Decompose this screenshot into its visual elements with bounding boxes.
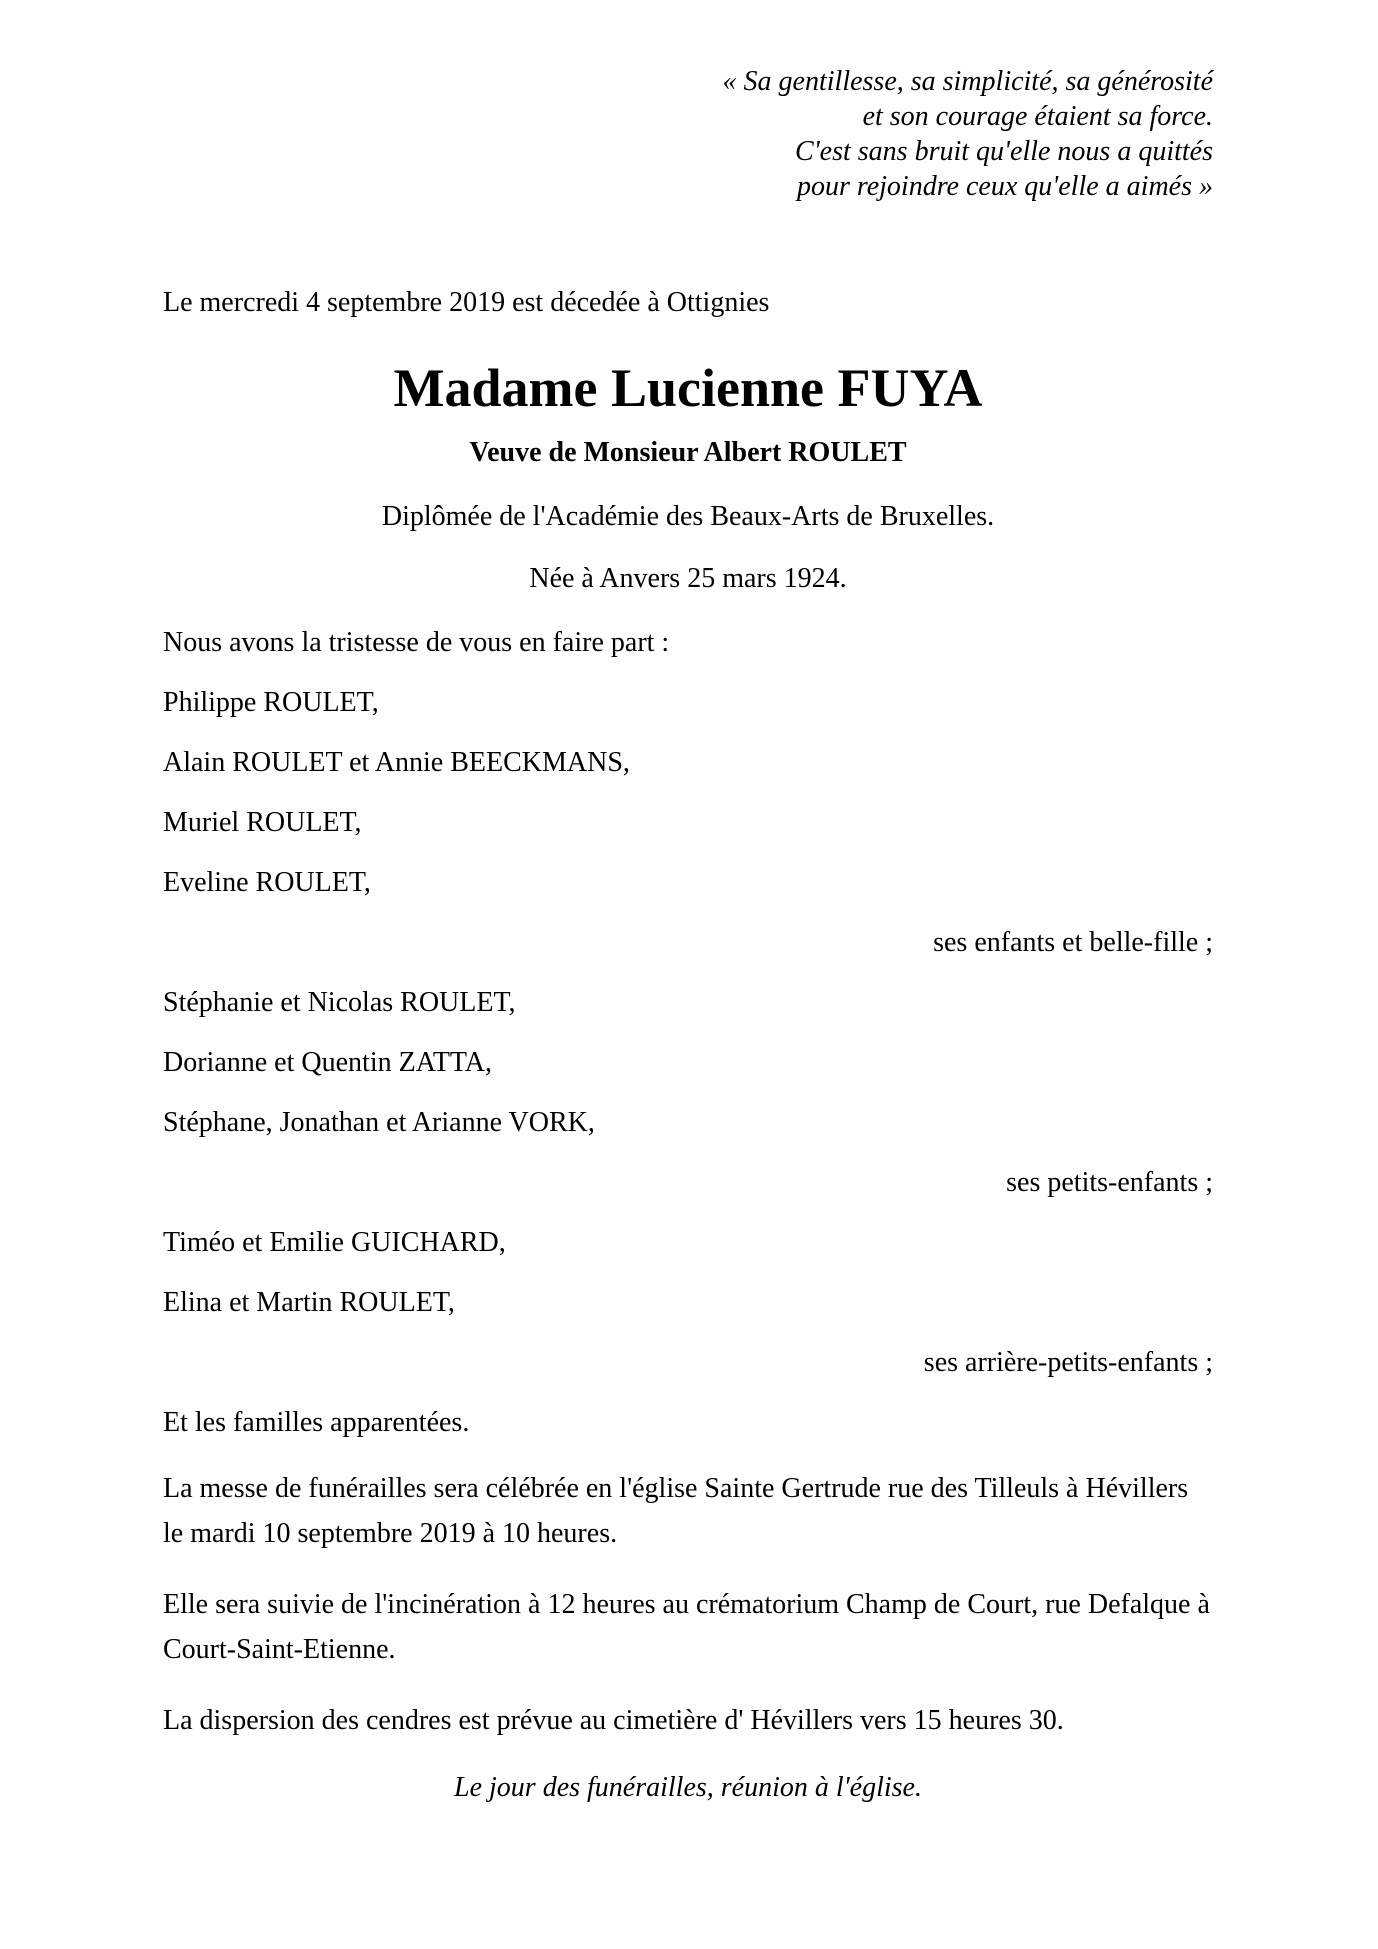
quote-line: pour rejoindre ceux qu'elle a aimés »: [796, 171, 1213, 202]
family-member-name: Eveline ROULET,: [163, 867, 371, 898]
quote-line: « Sa gentillesse, sa simplicité, sa générosité: [722, 66, 1213, 97]
death-date-place-line: Le mercredi 4 septembre 2019 est décedée à Ottignies: [163, 287, 770, 318]
relation-label-grandchildren: ses petits-enfants ;: [1006, 1167, 1213, 1198]
announcement-line: Nous avons la tristesse de vous en faire part :: [163, 627, 670, 658]
widow-line: Veuve de Monsieur Albert ROULET: [469, 437, 907, 468]
relation-label-children: ses enfants et belle-fille ;: [933, 927, 1213, 958]
family-member-name: Alain ROULET et Annie BEECKMANS,: [163, 747, 630, 778]
family-member-name: Dorianne et Quentin ZATTA,: [163, 1047, 492, 1078]
epitaph-quote: [163, 64, 1213, 204]
birth-line: Née à Anvers 25 mars 1924.: [529, 563, 847, 594]
family-member-name: Philippe ROULET,: [163, 687, 379, 718]
family-member-name: Timéo et Emilie GUICHARD,: [163, 1227, 506, 1258]
ashes-dispersion-paragraph: La dispersion des cendres est prévue au cimetière d' Hévillers vers 15 heures 30.: [163, 1705, 1064, 1736]
family-member-name: Stéphane, Jonathan et Arianne VORK,: [163, 1107, 595, 1138]
quote-line: C'est sans bruit qu'elle nous a quittés: [795, 136, 1213, 167]
related-families-line: Et les familles apparentées.: [163, 1407, 470, 1438]
family-member-name: Elina et Martin ROULET,: [163, 1287, 455, 1318]
diploma-line: Diplômée de l'Académie des Beaux-Arts de Bruxelles.: [381, 501, 995, 532]
deceased-name-title: Madame Lucienne FUYA: [393, 358, 983, 418]
funeral-mass-paragraph: La messe de funérailles sera célébrée en l'église Sainte Gertrude rue des Tilleuls à Hévillers le mardi 10 septembre 2019 à 10 heures.: [163, 1473, 1189, 1549]
relation-label-great-grandchildren: ses arrière-petits-enfants ;: [923, 1347, 1213, 1378]
family-member-name: Muriel ROULET,: [163, 807, 362, 838]
closing-meeting-line: Le jour des funérailles, réunion à l'église.: [454, 1772, 922, 1803]
family-member-name: Stéphanie et Nicolas ROULET,: [163, 987, 516, 1018]
cremation-paragraph: Elle sera suivie de l'incinération à 12 heures au crématorium Champ de Court, rue Defalque à Court-Saint-Etienne.: [163, 1589, 1210, 1665]
quote-line: et son courage étaient sa force.: [862, 101, 1213, 132]
